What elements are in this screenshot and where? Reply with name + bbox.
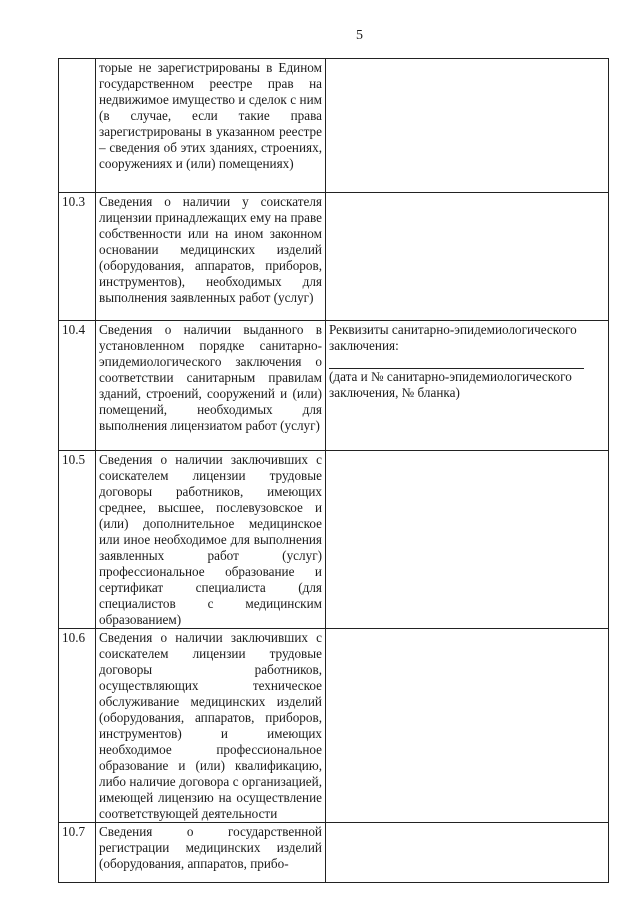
sanitary-conclusion-label: Реквизиты санитарно-эпидемиологического заключения: [329,322,577,353]
row-number: 10.5 [59,451,96,629]
row-number: 10.6 [59,629,96,823]
row-description: Сведения о наличии выданного в установленном порядке санитарно-эпидемиологического заключения о соответствии санитарным правилам зданий, строений, сооружений и (или) помещений, необходимых для выполнения лицензиатом работ (услуг) [96,321,326,451]
row-value-field[interactable] [326,451,609,629]
table-row [59,451,609,629]
row-value-field[interactable] [326,629,609,823]
row-description: Сведения о наличии у соискателя лицензии принадлежащих ему на праве собственности или на ином законном основании медицинских изделий (оборудования, аппаратов, приборов, инструментов), необходимых для выполнения заявленных работ (услуг) [96,193,326,321]
row-number: 10.7 [59,823,96,883]
page-number: 5 [356,28,363,43]
table-row [59,193,609,321]
row-description: Сведения о наличии заключивших с соискателем лицензии трудовые договоры работников, имеющих среднее, высшее, послевузовское и (или) дополнительное медицинское или иное необходимое для выполнения заявленных работ (услуг) профессиональное образование и сертификат специалиста (для специалистов с медицинским образованием) [96,451,326,629]
row-value-field[interactable] [326,59,609,193]
table-row [59,823,609,883]
row-number [59,59,96,193]
table-row [59,629,609,823]
row-value-field[interactable] [326,193,609,321]
table-row [59,59,609,193]
row-number: 10.3 [59,193,96,321]
row-description: Сведения о государственной регистрации медицинских изделий (оборудования, аппаратов, прибо- [96,823,326,883]
row-description: торые не зарегистрированы в Едином государственном реестре прав на недвижимое имущество и сделок с ним (в случае, если такие права зарегистрированы в указанном реестре – сведения об этих зданиях, строениях, сооружениях и (или) помещениях) [96,59,326,193]
row-description: Сведения о наличии заключивших с соискателем лицензии трудовые договоры работников, осуществляющих техническое обслуживание медицинских изделий (оборудования, аппаратов, приборов, инструментов) и имеющих необходимое профессиональное образование и (или) квалификацию, либо наличие договора с организацией, имеющей лицензию на осуществление соответствующей деятельности [96,629,326,823]
table-row [59,321,609,451]
license-info-table [58,58,609,883]
row-number: 10.4 [59,321,96,451]
sanitary-conclusion-hint: (дата и № санитарно-эпидемиологического заключения, № бланка) [329,369,572,400]
row-value-field[interactable] [326,321,609,451]
row-value-field[interactable] [326,823,609,883]
